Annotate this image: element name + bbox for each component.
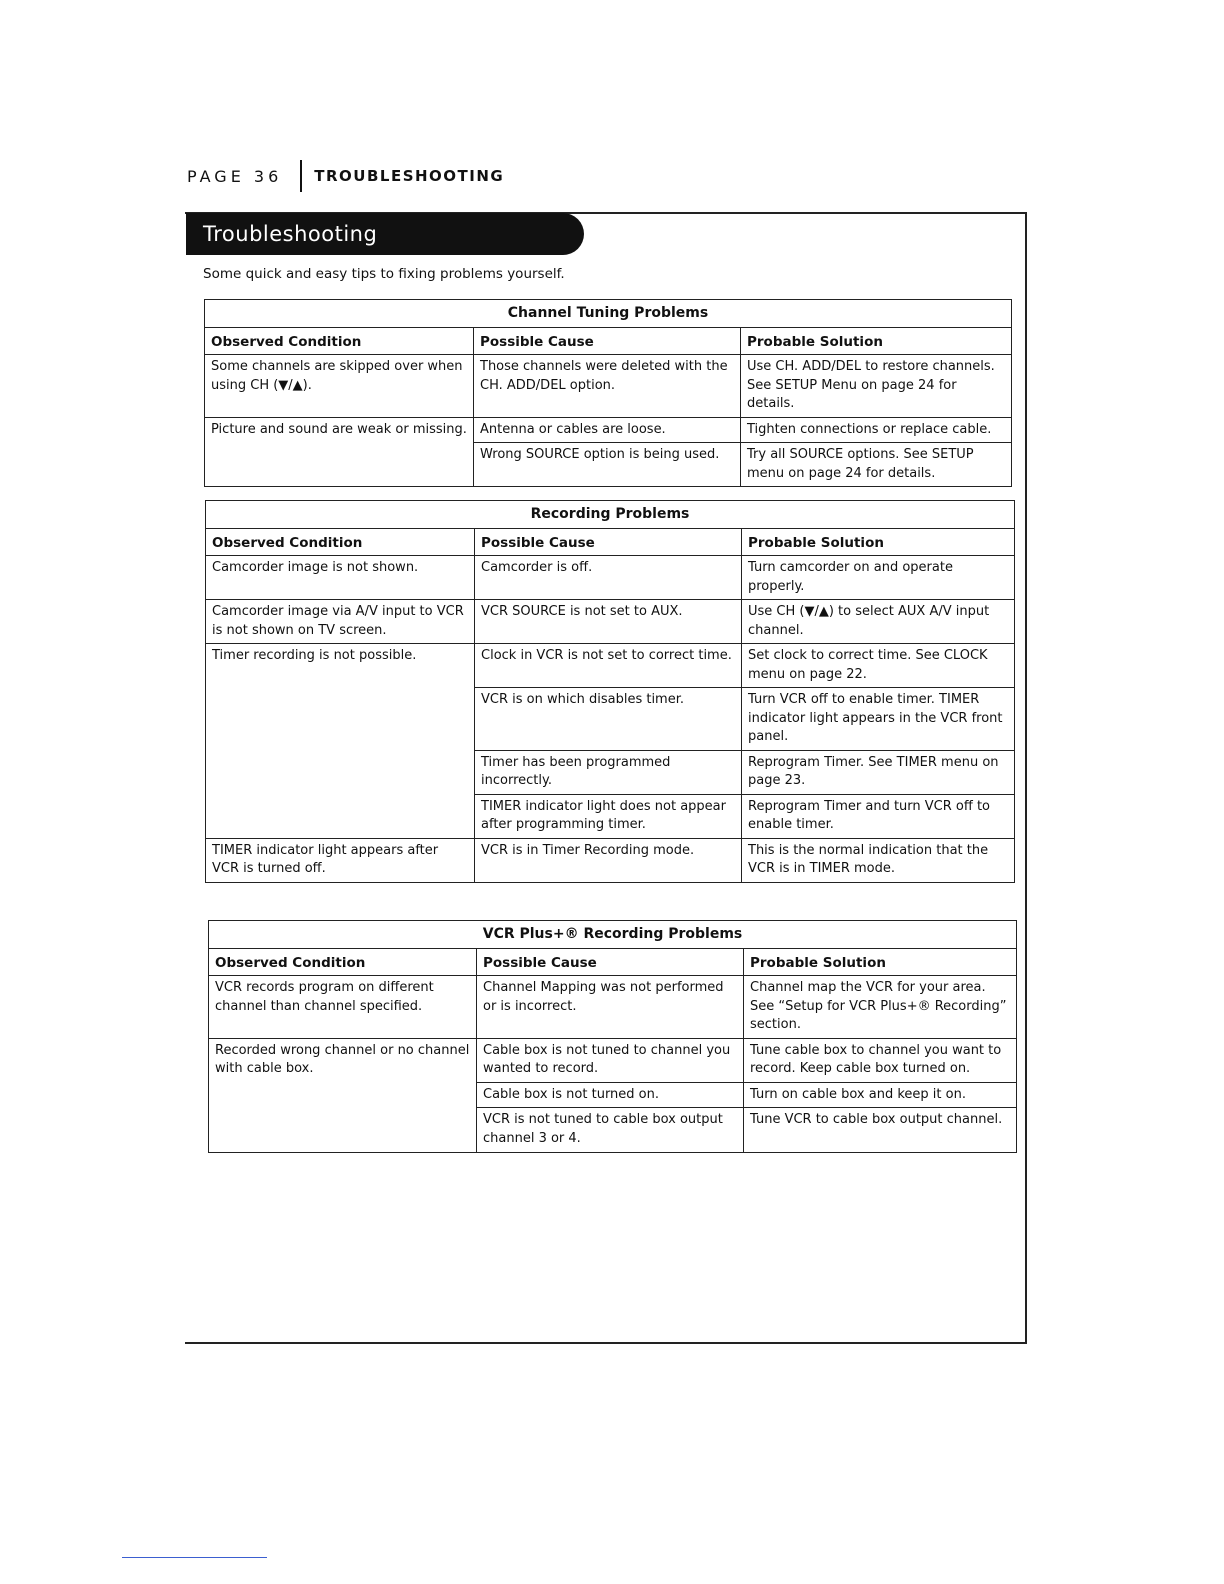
possible-cause: Channel Mapping was not performed or is incorrect. (477, 976, 744, 1039)
possible-cause: VCR SOURCE is not set to AUX. (475, 600, 742, 644)
possible-cause: Timer has been programmed incorrectly. (475, 750, 742, 794)
column-header: Probable Solution (741, 327, 1012, 355)
table-row (206, 688, 1015, 751)
banner-title: Troubleshooting (203, 222, 378, 246)
table-row (209, 1038, 1017, 1082)
observed-condition (209, 1108, 477, 1153)
probable-solution: Channel map the VCR for your area. See “Setup for VCR Plus+® Recording” section. (744, 976, 1017, 1039)
observed-condition: Camcorder image is not shown. (206, 556, 475, 600)
observed-condition (205, 443, 474, 487)
section-title: TROUBLESHOOTING (314, 167, 505, 185)
observed-condition: Some channels are skipped over when using CH (▼/▲). (205, 355, 474, 418)
probable-solution: Use CH. ADD/DEL to restore channels. See SETUP Menu on page 24 for details. (741, 355, 1012, 418)
header-divider (300, 160, 302, 192)
probable-solution: Turn camcorder on and operate properly. (742, 556, 1015, 600)
probable-solution: Tighten connections or replace cable. (741, 417, 1012, 443)
possible-cause: Cable box is not turned on. (477, 1082, 744, 1108)
probable-solution: Reprogram Timer and turn VCR off to enable timer. (742, 794, 1015, 838)
table-row (206, 644, 1015, 688)
troubleshooting-banner (186, 213, 584, 255)
column-header: Probable Solution (744, 948, 1017, 976)
possible-cause: Antenna or cables are loose. (474, 417, 741, 443)
page-header (187, 160, 504, 192)
table-row (206, 794, 1015, 838)
observed-condition (206, 750, 475, 794)
column-header: Observed Condition (209, 948, 477, 976)
possible-cause: VCR is in Timer Recording mode. (475, 838, 742, 882)
column-header: Observed Condition (205, 327, 474, 355)
probable-solution: Tune VCR to cable box output channel. (744, 1108, 1017, 1153)
observed-condition (206, 794, 475, 838)
table-row (206, 838, 1015, 882)
observed-condition (209, 1082, 477, 1108)
page-number: PAGE 36 (187, 166, 283, 186)
table-row (206, 600, 1015, 644)
possible-cause: Wrong SOURCE option is being used. (474, 443, 741, 487)
probable-solution: Tune cable box to channel you want to record. Keep cable box turned on. (744, 1038, 1017, 1082)
channel-tuning-table (204, 299, 1012, 487)
table-title: VCR Plus+® Recording Problems (209, 921, 1017, 949)
probable-solution: Use CH (▼/▲) to select AUX A/V input channel. (742, 600, 1015, 644)
observed-condition: TIMER indicator light appears after VCR is turned off. (206, 838, 475, 882)
observed-condition: VCR records program on different channel than channel specified. (209, 976, 477, 1039)
possible-cause: Clock in VCR is not set to correct time. (475, 644, 742, 688)
column-header: Possible Cause (477, 948, 744, 976)
table-row (206, 556, 1015, 600)
probable-solution: Turn on cable box and keep it on. (744, 1082, 1017, 1108)
intro-text: Some quick and easy tips to fixing problems yourself. (203, 266, 565, 282)
observed-condition (206, 688, 475, 751)
possible-cause: Those channels were deleted with the CH. ADD/DEL option. (474, 355, 741, 418)
possible-cause: Camcorder is off. (475, 556, 742, 600)
table-row (205, 417, 1012, 443)
table-row (206, 750, 1015, 794)
table-row (209, 1108, 1017, 1153)
probable-solution: Reprogram Timer. See TIMER menu on page 23. (742, 750, 1015, 794)
possible-cause: Cable box is not tuned to channel you wanted to record. (477, 1038, 744, 1082)
table-row (209, 1082, 1017, 1108)
possible-cause: TIMER indicator light does not appear after programming timer. (475, 794, 742, 838)
recording-problems-table (205, 500, 1015, 883)
vcr-plus-problems-table (208, 920, 1017, 1153)
possible-cause: VCR is not tuned to cable box output channel 3 or 4. (477, 1108, 744, 1153)
table-row (205, 443, 1012, 487)
observed-condition: Timer recording is not possible. (206, 644, 475, 688)
column-header: Possible Cause (475, 528, 742, 556)
probable-solution: Turn VCR off to enable timer. TIMER indicator light appears in the VCR front panel. (742, 688, 1015, 751)
table-title: Channel Tuning Problems (205, 300, 1012, 328)
column-header: Observed Condition (206, 528, 475, 556)
table-title: Recording Problems (206, 501, 1015, 529)
observed-condition: Recorded wrong channel or no channel with cable box. (209, 1038, 477, 1082)
column-header: Possible Cause (474, 327, 741, 355)
table-row (205, 355, 1012, 418)
observed-condition: Camcorder image via A/V input to VCR is not shown on TV screen. (206, 600, 475, 644)
observed-condition: Picture and sound are weak or missing. (205, 417, 474, 443)
probable-solution: Try all SOURCE options. See SETUP menu on page 24 for details. (741, 443, 1012, 487)
table-row (209, 976, 1017, 1039)
column-header: Probable Solution (742, 528, 1015, 556)
probable-solution: This is the normal indication that the VCR is in TIMER mode. (742, 838, 1015, 882)
possible-cause: VCR is on which disables timer. (475, 688, 742, 751)
footer-rule (122, 1557, 267, 1558)
probable-solution: Set clock to correct time. See CLOCK menu on page 22. (742, 644, 1015, 688)
